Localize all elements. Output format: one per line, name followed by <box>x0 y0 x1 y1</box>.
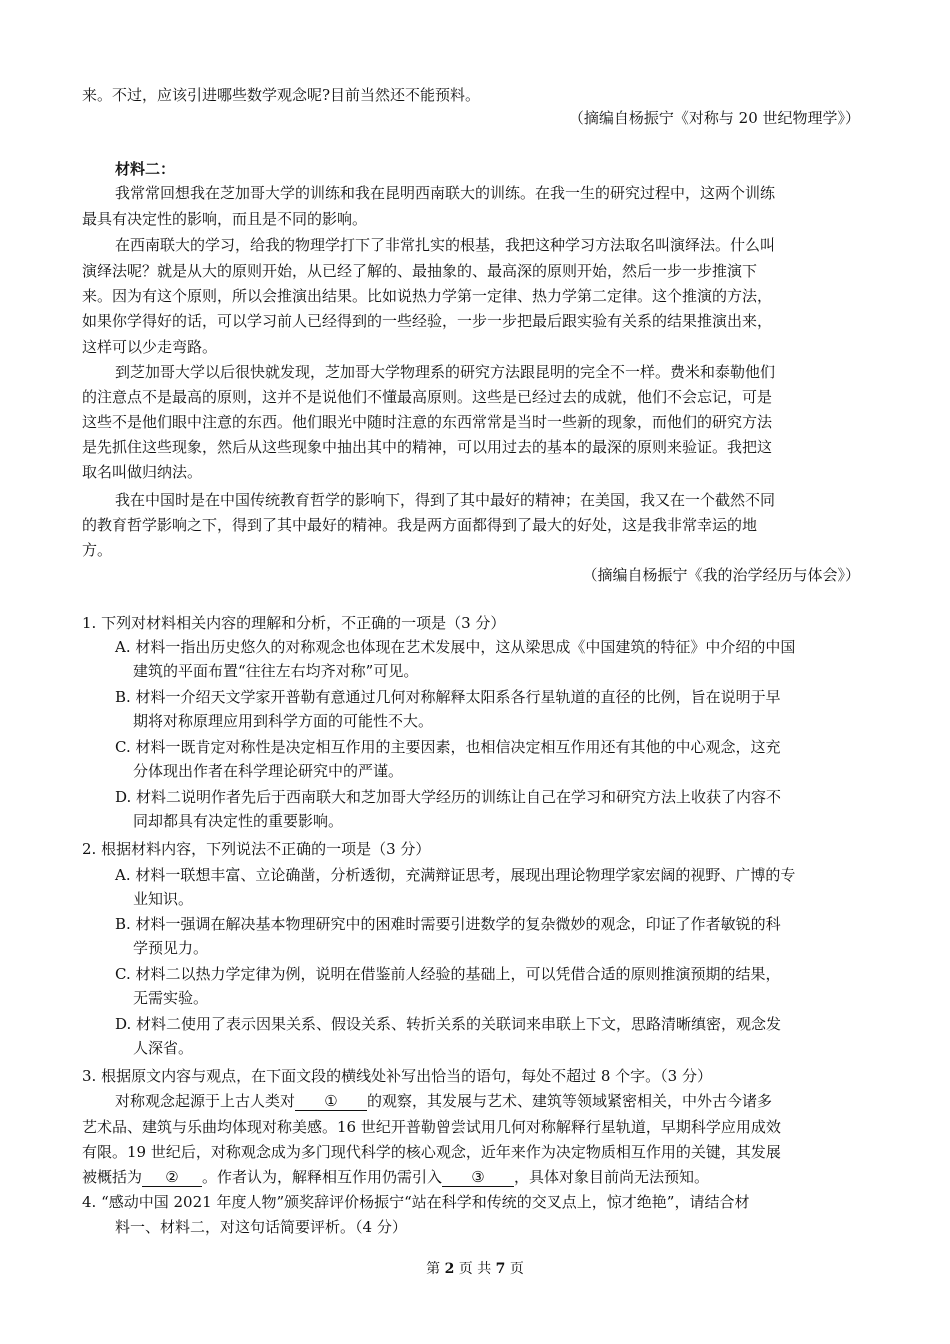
q3-text: 被概括为 <box>82 1168 143 1186</box>
question-3-line-3: 有限。19 世纪后，对称观念成为多门现代科学的核心观念，近年来作为决定物质相互作用的关键，其发展 <box>82 1143 781 1161</box>
material2-line: 的注意点不是最高的原则，这并不是说他们不懂最高原则。这些是已经过去的成就，他们不会忘记，可是 <box>82 388 773 406</box>
footer-text: 第 <box>426 1261 441 1277</box>
material1-source: （摘编自杨振宁《对称与 20 世纪物理学》） <box>568 109 860 127</box>
question-2-option-a-cont: 业知识。 <box>133 890 194 908</box>
material2-line: 这些不是他们眼中注意的东西。他们眼光中随时注意的东西常常是当时一些新的现象，而他们的研究方法 <box>82 413 773 431</box>
question-1-stem: 1. 下列对材料相关内容的理解和分析，不正确的一项是（3 分） <box>82 614 506 632</box>
answer-blank-1[interactable]: ① <box>295 1092 367 1111</box>
material2-line: 最具有决定性的影响，而且是不同的影响。 <box>82 210 368 228</box>
answer-blank-3[interactable]: ③ <box>442 1168 514 1187</box>
question-1-option-b-cont: 期将对称原理应用到科学方面的可能性不大。 <box>133 712 434 730</box>
material1-last-line: 来。不过，应该引进哪些数学观念呢?目前当然还不能预料。 <box>82 86 481 104</box>
question-1-option-a-cont: 建筑的平面布置“往往左右均齐对称”可见。 <box>133 662 419 680</box>
q3-text: 对称观念起源于上古人类对 <box>115 1092 296 1110</box>
question-2-option-b: B. 材料一强调在解决基本物理研究中的困难时需要引进数学的复杂微妙的观念，印证了作者敏锐的科 <box>115 915 781 933</box>
question-2-option-c-cont: 无需实验。 <box>133 989 209 1007</box>
question-2-option-c: C. 材料二以热力学定律为例，说明在借鉴前人经验的基础上，可以凭借合适的原则推演预期的结果， <box>115 965 781 983</box>
material2-line: 是先抓住这些现象，然后从这些现象中抽出其中的精神，可以用过去的基本的最深的原则来验证。我把这 <box>82 438 773 456</box>
footer-text: 页 <box>509 1261 524 1277</box>
question-4-line-2: 料一、材料二，对这句话简要评析。（4 分） <box>115 1218 407 1236</box>
question-3-line-2: 艺术品、建筑与乐曲均体现对称美感。16 世纪开普勒曾尝试用几何对称解释行星轨道，早期科学应用成效 <box>82 1118 781 1136</box>
question-3-line-1 <box>115 1090 772 1112</box>
answer-blank-2[interactable]: ② <box>142 1168 202 1187</box>
material2-line: 这样可以少走弯路。 <box>82 338 218 356</box>
question-1-option-d-cont: 同却都具有决定性的重要影响。 <box>133 812 344 830</box>
material2-line: 我常常回想我在芝加哥大学的训练和我在昆明西南联大的训练。在我一生的研究过程中，这两个训练 <box>115 184 776 202</box>
material2-line: 我在中国时是在中国传统教育哲学的影响下，得到了其中最好的精神；在美国，我又在一个截然不同 <box>115 491 776 509</box>
question-3-stem: 3. 根据原文内容与观点，在下面文段的横线处补写出恰当的语句，每处不超过 8 个字。（3 分） <box>82 1067 712 1085</box>
question-1-option-b: B. 材料一介绍天文学家开普勒有意通过几何对称解释太阳系各行星轨道的直径的比例，旨在说明于早 <box>115 688 781 706</box>
question-4-line-1: 4. “感动中国 2021 年度人物”颁奖辞评价杨振宁“站在科学和传统的交叉点上，惊才绝艳”，请结合材 <box>82 1193 750 1211</box>
material2-source: （摘编自杨振宁《我的治学经历与体会》） <box>582 566 860 584</box>
material2-line: 如果你学得好的话，可以学习前人已经得到的一些经验，一步一步把最后跟实验有关系的结果推演出来， <box>82 312 773 330</box>
page-footer <box>0 1259 950 1279</box>
question-1-option-c-cont: 分体现出作者在科学理论研究中的严谨。 <box>133 762 404 780</box>
question-2-option-b-cont: 学预见力。 <box>133 939 209 957</box>
material2-line: 取名叫做归纳法。 <box>82 463 203 481</box>
question-2-option-d-cont: 人深省。 <box>133 1039 194 1057</box>
question-1-option-a: A. 材料一指出历史悠久的对称观念也体现在艺术发展中，这从梁思成《中国建筑的特征》中介绍的中国 <box>115 638 796 656</box>
question-1-option-c: C. 材料一既肯定对称性是决定相互作用的主要因素，也相信决定相互作用还有其他的中心观念，这充 <box>115 738 781 756</box>
question-2-stem: 2. 根据材料内容，下列说法不正确的一项是（3 分） <box>82 840 431 858</box>
question-2-option-a: A. 材料一联想丰富、立论确凿，分析透彻，充满辩证思考，展现出理论物理学家宏阔的视野、广博的专 <box>115 866 796 884</box>
material2-line: 演绎法呢？就是从大的原则开始，从已经了解的、最抽象的、最高深的原则开始，然后一步一步推演下 <box>82 262 758 280</box>
material2-heading: 材料二： <box>115 160 176 178</box>
material2-line: 在西南联大的学习，给我的物理学打下了非常扎实的根基，我把这种学习方法取名叫演绎法。什么叫 <box>115 236 776 254</box>
question-3-line-4 <box>82 1166 709 1188</box>
question-2-option-d: D. 材料二使用了表示因果关系、假设关系、转折关系的关联词来串联上下文，思路清晰缜密，观念发 <box>115 1015 782 1033</box>
page-number: 2 <box>444 1261 455 1277</box>
material2-line: 的教育哲学影响之下，得到了其中最好的精神。我是两方面都得到了最大的好处，这是我非常幸运的地 <box>82 516 758 534</box>
material2-line: 到芝加哥大学以后很快就发现，芝加哥大学物理系的研究方法跟昆明的完全不一样。费米和泰勒他们 <box>115 363 776 381</box>
question-1-option-d: D. 材料二说明作者先后于西南联大和芝加哥大学经历的训练让自己在学习和研究方法上收获了内容不 <box>115 788 782 806</box>
page-total: 7 <box>495 1261 506 1277</box>
q3-text: 的观察，其发展与艺术、建筑等领域紧密相关，中外古今诸多 <box>367 1092 773 1110</box>
material2-line: 来。因为有这个原则，所以会推演出结果。比如说热力学第一定律、热力学第二定律。这个推演的方法， <box>82 287 773 305</box>
q3-text: ，具体对象目前尚无法预知。 <box>514 1168 710 1186</box>
q3-text: 。作者认为，解释相互作用仍需引入 <box>202 1168 443 1186</box>
footer-text: 页 共 <box>458 1261 492 1277</box>
material2-line: 方。 <box>82 541 113 559</box>
